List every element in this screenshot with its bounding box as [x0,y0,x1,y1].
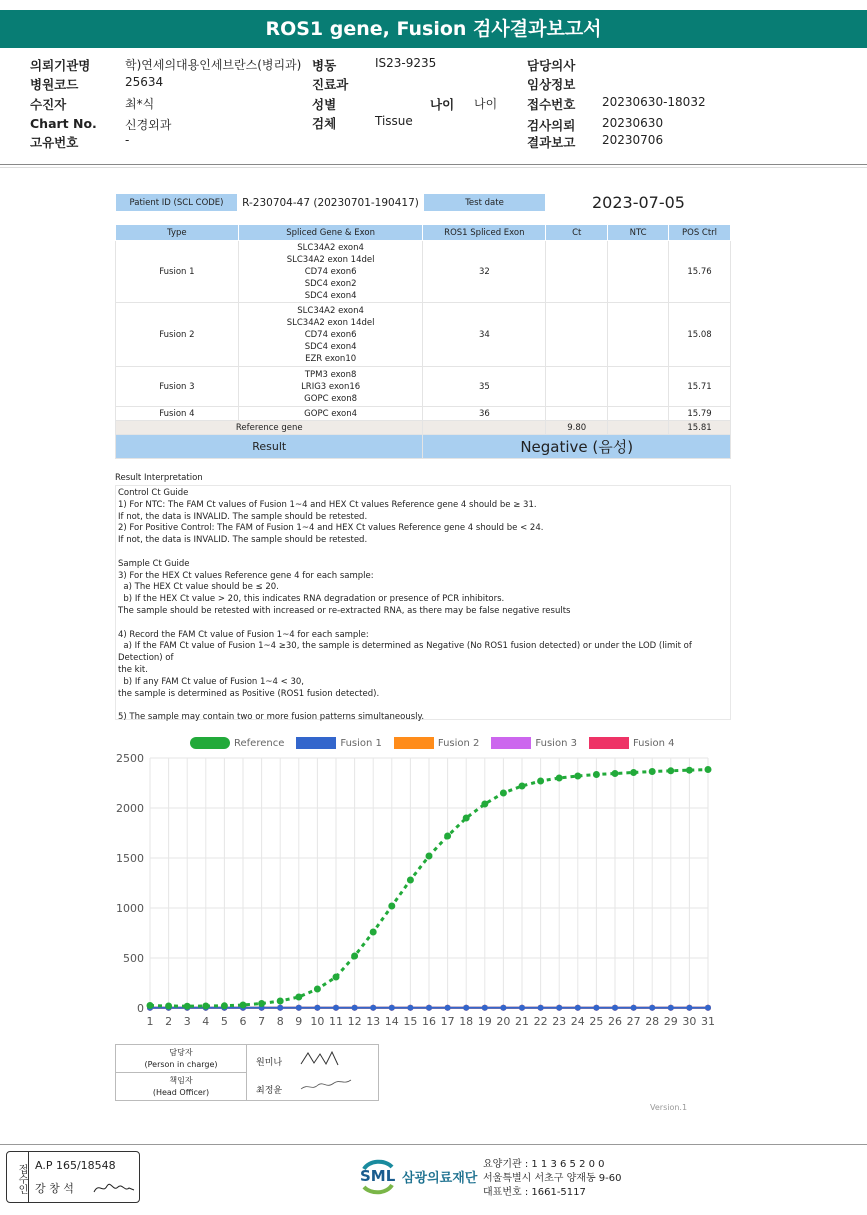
x-tick-label: 22 [533,1015,548,1028]
ntc-value [608,303,669,367]
header-label: 임상정보 [527,77,576,92]
data-point-reference [314,986,321,993]
stamp-name: 강 창 석 [35,1182,74,1195]
table-row [116,367,731,407]
data-point-reference [556,775,563,782]
x-tick-label: 1 [146,1015,154,1028]
header-label: 진료과 [312,77,349,92]
data-point-reference [426,853,433,860]
reception-stamp [6,1151,140,1203]
data-point-fusion-1 [463,1005,469,1011]
spliced-genes [238,407,423,421]
data-point-fusion-1 [370,1005,376,1011]
header-label: Chart No. [30,116,97,131]
header-label: 수진자 [30,97,67,112]
x-tick-label: 21 [515,1015,529,1028]
version-label: Version.1 [650,1103,688,1112]
data-point-reference [444,833,451,840]
header-label: 검체 [312,116,337,131]
header-value: 최*식 [125,97,155,111]
ct-value [546,241,608,303]
x-tick-label: 4 [202,1015,210,1028]
stamp-side-label: 접수인 [7,1152,29,1202]
data-point-fusion-1 [352,1005,358,1011]
legend-item [296,737,382,749]
header-label: 접수번호 [527,97,576,112]
data-point-fusion-1 [575,1005,581,1011]
x-tick-label: 15 [403,1015,418,1028]
data-point-fusion-1 [445,1005,451,1011]
header-label: 의뢰기관명 [30,58,91,73]
data-point-reference [370,929,377,936]
gene-exon: SLC34A2 exon 14del [286,254,375,265]
legend-item [394,737,480,749]
footer-line-3: 대표번호 : 1661-5117 [483,1187,586,1198]
amplification-chart [110,750,720,1030]
pos-ctrl-value: 15.08 [669,303,731,367]
spliced-genes [238,367,423,407]
fusion-type: Fusion 2 [116,303,239,367]
x-tick-label: 14 [384,1015,399,1028]
x-tick-label: 2 [165,1015,173,1028]
data-point-fusion-1 [500,1005,506,1011]
interpretation-text: Control Ct Guide 1) For NTC: The FAM Ct values of Fusion 1~4 and HEX Ct values Reference gene 4 should be ≥ 31. If not, the data is INVALID. The sample should be retested. 2) For Positive Control: The FAM of Fusion 1~4 and HEX Ct values Reference gene 4 should be < 24. If not, the data is INVALID. The sample should be retested. Sample Ct Guide 3) For the HEX Ct values Reference gene 4 for each sample: a) The HEX Ct value should be ≤ 20. b) If the HEX Ct value > 20, this indicates RNA degradation or presence of PCR inhibitors. The sample should be retested with increased or re-extracted RNA, as there may be false negative results 4) Record the FAM Ct value of Fusion 1~4 for each sample: a) If the FAM Ct value of Fusion 1~4 ≥30, the sample is determined as Negative (No ROS1 fusion detected) or under the LOD (limit of Detection) of the kit. b) If any FAM Ct value of Fusion 1~4 < 30, the sample is determined as Positive (ROS1 fusion detected). 5) The sample may contain two or more fusion patterns simultaneously. [115,485,731,720]
data-point-fusion-1 [649,1005,655,1011]
legend-label: Fusion 2 [437,737,480,749]
test-date-value: 2023-07-05 [592,193,685,212]
x-tick-label: 19 [477,1015,492,1028]
reference-pos: 15.81 [669,421,731,435]
data-point-reference [705,766,712,773]
column-header: Spliced Gene & Exon [238,225,423,241]
x-tick-label: 5 [220,1015,228,1028]
x-tick-label: 26 [608,1015,622,1028]
org-name: 삼광의료재단 [402,1170,478,1186]
logo-text: SML [360,1167,396,1185]
person-in-charge-name: 원미나 [256,1058,283,1068]
header-value: 신경외과 [125,118,172,132]
legend-swatch [296,737,336,749]
x-tick-label: 13 [366,1015,381,1028]
legend-label: Fusion 3 [535,737,577,749]
x-tick-label: 29 [663,1015,678,1028]
legend-item [190,737,284,749]
header-value: IS23-9235 [375,56,437,70]
sml-logo [358,1157,477,1195]
gene-exon: LRIG3 exon16 [301,381,361,392]
column-header: ROS1 Spliced Exon [423,225,546,241]
data-point-fusion-1 [686,1005,692,1011]
header-divider-shadow [0,167,867,168]
data-point-reference [388,903,395,910]
data-point-reference [147,1002,154,1009]
x-tick-label: 31 [701,1015,715,1028]
header-label: 성별 [312,97,337,112]
data-point-fusion-1 [333,1005,339,1011]
x-tick-label: 30 [682,1015,697,1028]
data-point-fusion-1 [407,1005,413,1011]
gene-exon: SDC4 exon2 [304,278,357,289]
data-point-fusion-1 [277,1005,283,1011]
x-tick-label: 18 [459,1015,474,1028]
data-point-fusion-1 [519,1005,525,1011]
x-tick-label: 20 [496,1015,511,1028]
header-label: 검사의뢰 [527,118,576,133]
legend-label: Fusion 1 [340,737,382,749]
legend-label: Reference [234,737,285,749]
ct-value [546,367,608,407]
data-point-reference [165,1003,172,1010]
header-label: 고유번호 [30,135,79,150]
fusion-type: Fusion 1 [116,241,239,303]
result-label: Result [116,435,423,459]
y-tick-label: 1500 [116,852,144,865]
y-tick-label: 1000 [116,902,144,915]
pos-ctrl-value: 15.71 [669,367,731,407]
footer-line-1: 요양기관 : 1 1 3 6 5 2 0 0 [483,1159,605,1170]
data-point-fusion-1 [593,1005,599,1011]
header-value: Tissue [375,114,413,128]
header-value: 20230630 [602,116,664,130]
footer-line-2: 서울특별시 서초구 양재동 9-60 [483,1173,622,1184]
ros1-exon: 35 [423,367,546,407]
data-point-fusion-1 [482,1005,488,1011]
legend-swatch [190,737,230,749]
data-point-fusion-1 [668,1005,674,1011]
y-tick-label: 500 [123,952,144,965]
header-divider [0,164,867,165]
gene-exon: TPM3 exon8 [304,369,357,380]
gene-exon: CD74 exon6 [304,266,357,277]
data-point-reference [258,1000,265,1007]
chart-legend [190,737,686,749]
head-officer-name: 최정윤 [256,1086,283,1096]
data-point-fusion-1 [296,1005,302,1011]
data-point-reference [667,767,674,774]
header-value: 25634 [125,75,164,89]
x-tick-label: 8 [276,1015,284,1028]
header-label: 병원코드 [30,77,79,92]
ros1-exon: 32 [423,241,546,303]
reference-row [116,421,731,435]
ct-value [546,407,608,421]
patient-id-value: R-230704-47 (20230701-190417) [242,196,419,209]
data-point-reference [612,770,619,777]
x-tick-label: 10 [310,1015,325,1028]
column-header: Type [116,225,239,241]
data-point-reference [574,773,581,780]
table-row [116,241,731,303]
column-header: POS Ctrl [669,225,731,241]
data-point-fusion-1 [538,1005,544,1011]
footer-divider [0,1144,867,1145]
table-row [116,407,731,421]
gene-exon: GOPC exon8 [304,393,358,404]
data-point-reference [463,815,470,822]
y-tick-label: 2500 [116,752,144,765]
data-point-reference [333,974,340,981]
fusion-type: Fusion 4 [116,407,239,421]
pos-ctrl-value: 15.79 [669,407,731,421]
spliced-genes [238,303,423,367]
data-point-reference [240,1002,247,1009]
person-in-charge-label-en: (Person in charge) [144,1060,218,1069]
pos-ctrl-value: 15.76 [669,241,731,303]
x-tick-label: 6 [239,1015,247,1028]
age-label: 나이 [430,97,455,112]
data-point-reference [221,1002,228,1009]
header-value: 20230630-18032 [602,95,706,109]
header-label: 결과보고 [527,135,576,150]
data-point-fusion-1 [631,1005,637,1011]
head-signature [296,1075,356,1097]
footer-info [483,1158,622,1200]
gene-exon: SLC34A2 exon 14del [286,317,375,328]
data-point-reference [277,998,284,1005]
x-tick-label: 27 [626,1015,641,1028]
y-tick-label: 2000 [116,802,144,815]
gene-exon: SDC4 exon4 [304,341,357,352]
spliced-genes [238,241,423,303]
reference-exon [423,421,546,435]
legend-item [491,737,577,749]
stamp-code: A.P 165/18548 [35,1159,116,1172]
head-officer-label-en: (Head Officer) [152,1088,210,1097]
legend-swatch [589,737,629,749]
header-label: 담당의사 [527,58,576,73]
gene-exon: EZR exon10 [305,353,357,364]
legend-label: Fusion 4 [632,737,675,749]
data-point-fusion-1 [314,1005,320,1011]
x-tick-label: 28 [645,1015,660,1028]
x-tick-label: 16 [422,1015,436,1028]
header-value: - [125,133,130,147]
table-header-row [116,225,731,241]
fusion-table [115,224,731,459]
ros1-exon: 34 [423,303,546,367]
x-tick-label: 17 [440,1015,455,1028]
x-tick-label: 3 [183,1015,191,1028]
data-point-reference [630,769,637,776]
data-point-fusion-1 [426,1005,432,1011]
x-tick-label: 11 [329,1015,343,1028]
reference-label: Reference gene [116,421,423,435]
legend-swatch [394,737,434,749]
ros1-exon: 36 [423,407,546,421]
person-in-charge-label: 담당자 [169,1048,193,1057]
header-value: 20230706 [602,133,664,147]
x-tick-label: 12 [347,1015,362,1028]
column-header: NTC [608,225,669,241]
header-label: 병동 [312,58,337,73]
data-point-reference [500,790,507,797]
header-value: 학)연세의대용인세브란스(병리과) [125,58,302,72]
data-point-reference [202,1003,209,1010]
ntc-value [608,241,669,303]
gene-exon: SLC34A2 exon4 [297,242,364,253]
result-value: Negative (음성) [423,435,731,459]
patient-id-label: Patient ID (SCL CODE) [115,193,238,212]
person-signature [296,1049,356,1069]
data-point-fusion-1 [556,1005,562,1011]
x-tick-label: 23 [552,1015,567,1028]
x-tick-label: 25 [589,1015,604,1028]
ct-value [546,303,608,367]
data-point-reference [593,771,600,778]
head-officer-label: 책임자 [169,1076,193,1085]
data-point-reference [407,877,414,884]
gene-exon: GOPC exon4 [304,408,358,419]
result-row [116,435,731,459]
data-point-reference [295,994,302,1001]
signature-box [115,1044,379,1101]
data-point-fusion-1 [612,1005,618,1011]
report-title: ROS1 gene, Fusion 검사결과보고서 [0,10,867,48]
x-tick-label: 24 [570,1015,585,1028]
gene-exon: SLC34A2 exon4 [297,305,364,316]
data-point-reference [649,768,656,775]
stamp-signature [91,1178,137,1198]
legend-swatch [491,737,531,749]
reference-ct: 9.80 [546,421,608,435]
data-point-fusion-1 [705,1005,711,1011]
ntc-value [608,407,669,421]
gene-exon: CD74 exon6 [304,329,357,340]
data-point-fusion-1 [389,1005,395,1011]
data-point-reference [351,953,358,960]
fusion-type: Fusion 3 [116,367,239,407]
interpretation-title: Result Interpretation [115,473,203,483]
x-tick-label: 9 [295,1015,303,1028]
age-value: 나이 [474,97,498,111]
data-point-reference [184,1003,191,1010]
ntc-value [608,367,669,407]
data-point-reference [537,778,544,785]
legend-item [589,737,675,749]
x-tick-label: 7 [258,1015,266,1028]
data-point-reference [519,783,526,790]
reference-ntc [608,421,669,435]
data-point-reference [481,801,488,808]
column-header: Ct [546,225,608,241]
data-point-reference [686,767,693,774]
gene-exon: SDC4 exon4 [304,290,357,301]
table-row [116,303,731,367]
test-date-label: Test date [423,193,546,212]
y-tick-label: 0 [137,1002,144,1015]
